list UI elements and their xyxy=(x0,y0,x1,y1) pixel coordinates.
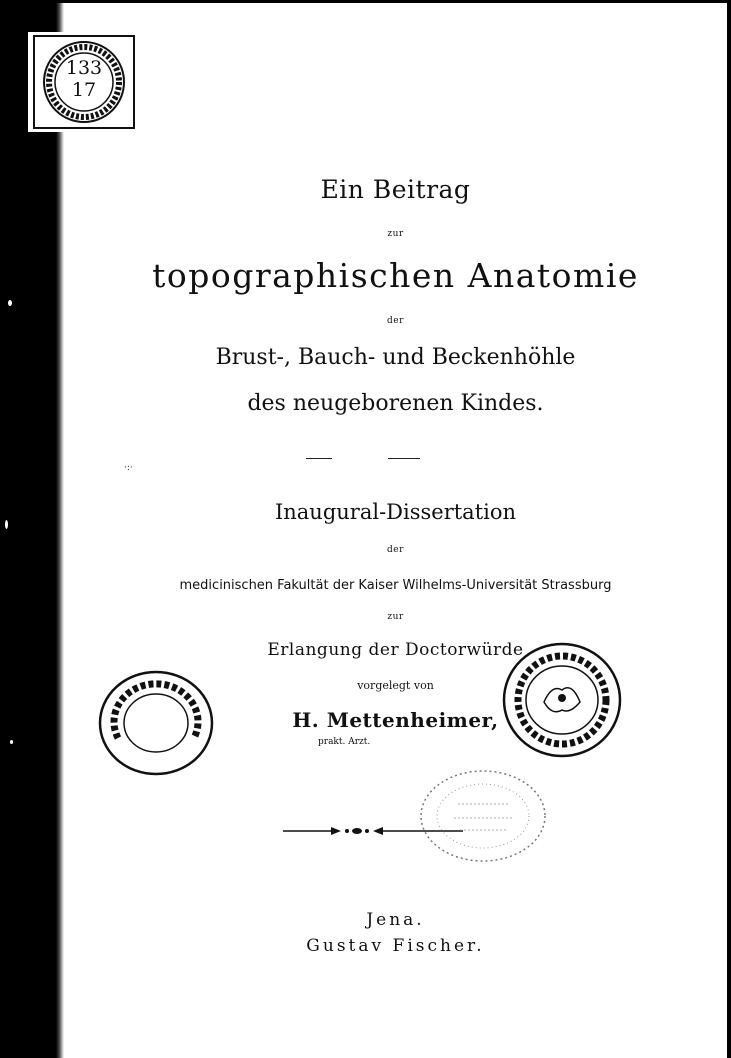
faculty-line: medicinischen Fakultät der Kaiser Wilhelms-Universität Strassburg xyxy=(179,578,612,593)
scan-border-top xyxy=(0,0,731,3)
dissertation-label: Inaugural-Dissertation xyxy=(274,500,517,524)
book-binding-shadow xyxy=(0,0,58,1058)
vorgelegt-von: vorgelegt von xyxy=(357,679,434,692)
academia-medica-stamp xyxy=(96,668,216,778)
divider-right xyxy=(388,458,420,459)
title-child: des neugeborenen Kindes. xyxy=(247,391,544,416)
shelfmark-number-bottom: 17 xyxy=(71,79,97,101)
connector-der-1: der xyxy=(387,316,404,326)
title-ein-beitrag: Ein Beitrag xyxy=(320,175,471,204)
degree-line: Erlangung der Doctorwürde xyxy=(267,640,524,660)
author-profession: prakt. Arzt. xyxy=(318,737,371,747)
ink-speck: ·:· xyxy=(124,463,133,473)
shelfmark-number-top: 133 xyxy=(65,57,103,79)
author-name: H. Mettenheimer, xyxy=(292,708,499,732)
connector-zur-1: zur xyxy=(387,229,404,239)
binding-speck xyxy=(8,300,12,306)
divider-left xyxy=(306,458,332,459)
binding-speck xyxy=(10,740,13,744)
binding-speck xyxy=(5,520,8,529)
binding-edge xyxy=(56,0,64,1058)
biblioteca-medica-roma-stamp xyxy=(500,640,624,760)
title-cavities: Brust-, Bauch- und Beckenhöhle xyxy=(215,345,576,370)
connector-der-2: der xyxy=(387,545,404,555)
publisher-name: Gustav Fischer. xyxy=(306,936,485,956)
faint-oval-stamp xyxy=(418,768,548,864)
title-main: topographischen Anatomie xyxy=(152,256,639,295)
scan-border-right xyxy=(727,0,731,1058)
connector-zur-2: zur xyxy=(387,612,404,622)
library-shelfmark-stamp xyxy=(28,32,140,132)
publication-city: Jena. xyxy=(366,910,425,930)
